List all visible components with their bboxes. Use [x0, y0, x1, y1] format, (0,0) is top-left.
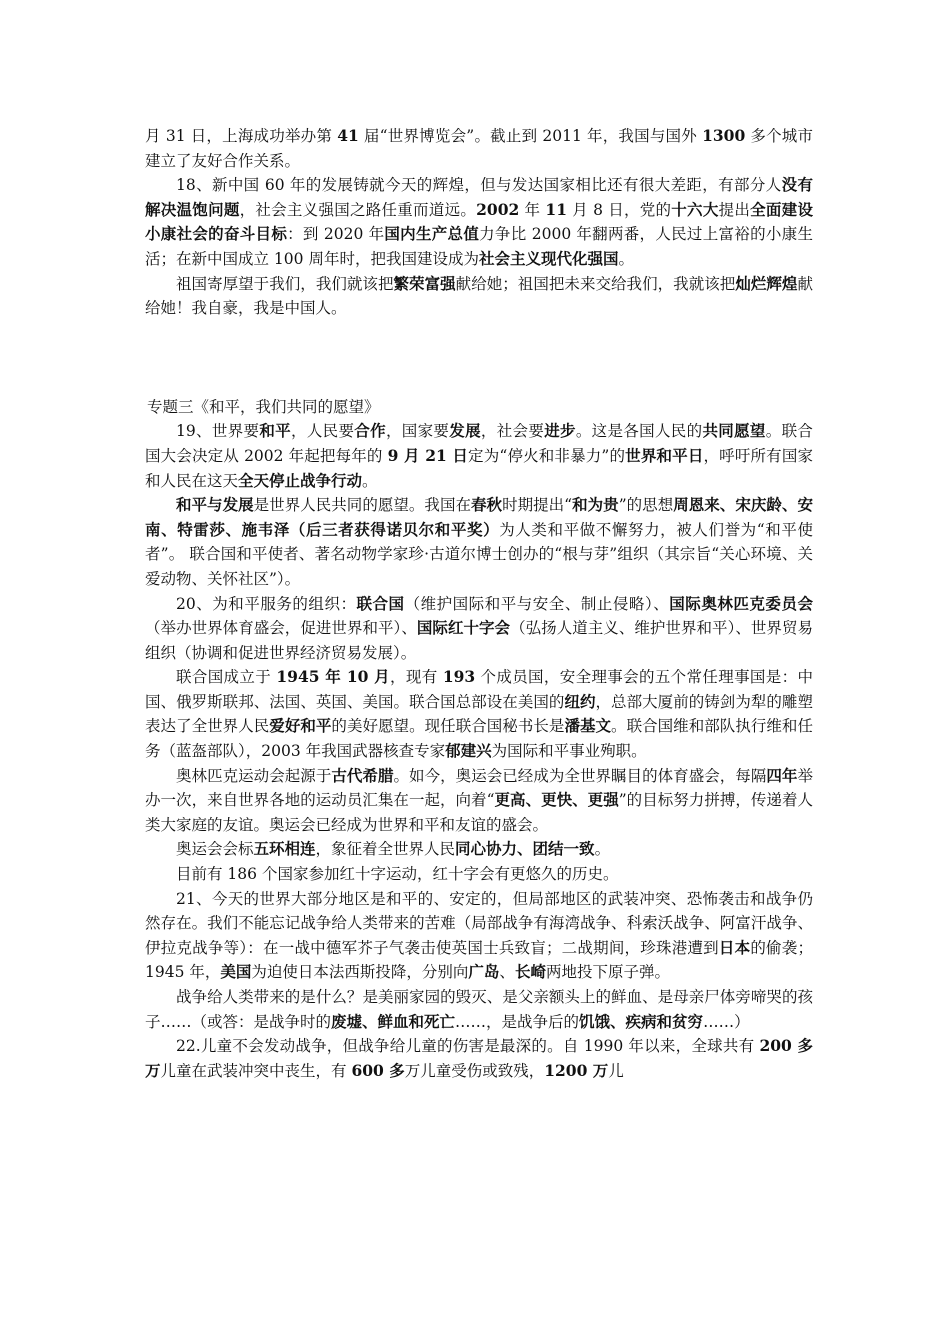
bold-text: 古代希腊 — [331, 765, 394, 785]
text-run: 儿 — [608, 1061, 624, 1080]
text-run: ……，是战争后的 — [455, 1012, 580, 1031]
text-run: ，呼吁所有国家和人民在这天 — [145, 446, 813, 490]
bold-text: 和平 — [259, 421, 291, 441]
bold-text: 200 多万 — [145, 1036, 813, 1080]
bold-text: 2002 — [476, 199, 520, 219]
text-run: ……） — [703, 1012, 750, 1031]
text-run: 定为“停火和非暴力”的 — [468, 446, 626, 465]
paragraph-q8 — [145, 887, 813, 985]
text-run: ，国家要 — [385, 422, 450, 441]
bold-text: 广岛 — [468, 962, 500, 982]
text-run: 目前有 186 个国家参加红十字运动，红十字会有更悠久的历史。 — [176, 865, 619, 884]
paragraph-p2 — [145, 173, 813, 271]
text-run: （维护国际和平与安全、制止侵略）、 — [404, 594, 670, 613]
bold-text: 联合国 — [356, 593, 405, 613]
text-run: 献给她；祖国把未来交给我们，我就该把 — [455, 274, 736, 293]
text-run: 奥林匹克运动会起源于 — [176, 766, 332, 785]
bold-text: 同心协力、团结一致 — [455, 839, 595, 859]
bold-text: 十六大 — [671, 199, 719, 219]
bold-text: 和平与发展 — [176, 495, 254, 515]
bold-text: 合作 — [354, 421, 386, 441]
text-run: 献给她！我自豪，我是中国人。 — [145, 274, 813, 318]
text-run: ，总部大厦前的铸剑为犁的雕塑表达了全世界人民 — [145, 692, 813, 736]
text-run: 提出 — [718, 200, 751, 219]
bold-text: 郁建兴 — [445, 741, 492, 761]
text-run: 祖国寄厚望于我们，我们就该把 — [176, 274, 394, 293]
bold-text: 繁荣富强 — [393, 273, 456, 293]
text-run: ”的思想 — [618, 496, 674, 515]
text-run: ：到 2020 年 — [287, 225, 385, 244]
bold-text: 和为贵 — [572, 495, 619, 515]
bold-text: 全面建设小康社会的奋斗目标 — [145, 199, 813, 244]
text-run: 为国际和平事业殉职。 — [491, 742, 647, 761]
bold-text: 1300 — [702, 126, 746, 145]
text-run: 时期提出“ — [502, 496, 573, 515]
bold-text: 纽约 — [564, 691, 596, 711]
bold-text: 灿烂辉煌 — [735, 273, 798, 293]
text-run: 联合国成立于 — [176, 668, 277, 687]
text-run: 届“世界博览会”。截止到 2011 年，我国与国外 — [358, 127, 703, 145]
bold-text: 41 — [337, 126, 359, 145]
bold-text: 日本 — [718, 937, 751, 957]
text-run: 两地投下原子弹。 — [545, 963, 670, 982]
paragraph-p3 — [145, 272, 813, 321]
paragraph-q3 — [145, 592, 813, 666]
blank-spacer — [145, 321, 813, 395]
paragraph-q4 — [145, 665, 813, 763]
text-run: 。 — [362, 471, 378, 490]
text-run: 。联合国大会决定从 2002 年起把每年的 — [145, 422, 813, 465]
bold-text: 没有解决温饱问题 — [145, 175, 813, 219]
text-run: 儿童在武装冲突中丧生，有 — [160, 1061, 352, 1080]
bold-text: 全天停止战争行动 — [238, 470, 363, 490]
section-three-body — [145, 419, 813, 1083]
text-run: 为人类和平做不懈努力，被人们誉为“和平使者”。 联合国和平使者、著名动物学家珍·古道尔博士创办的“根与芽”组织（其宗旨“关心环境、关爱动物、关怀社区”）。 — [145, 520, 813, 588]
text-run: 的偷袭；1945 年， — [145, 938, 813, 982]
bold-text: 更高、更快、更强 — [494, 790, 619, 810]
text-run: 的美好愿望。现任联合国秘书长是 — [331, 717, 565, 736]
text-run: 。 — [594, 840, 611, 859]
bold-text: 600 多 — [351, 1060, 405, 1080]
bold-text: 长崎 — [514, 962, 546, 982]
bold-text: 1200 万 — [544, 1060, 609, 1080]
bold-text: 五环相连 — [253, 839, 316, 859]
bold-text: 1945 年 10 月 — [276, 667, 391, 687]
paragraph-q9 — [145, 985, 813, 1034]
text-run: ，现有 — [390, 668, 443, 687]
text-run: ，人民要 — [291, 422, 355, 441]
text-run: 18、新中国 60 年的发展铸就今天的辉煌，但与发达国家相比还有很大差距，有部分人 — [176, 176, 782, 195]
bold-text: 社会主义现代化强国 — [478, 248, 619, 268]
section-one-body — [145, 124, 813, 321]
text-run: ，象征着全世界人民 — [315, 840, 456, 859]
text-run: 22.儿童不会发动战争，但战争给儿童的伤害是最深的。自 1990 年以来，全球共有 — [176, 1037, 760, 1056]
text-run: 战争给人类带来的是什么？是美丽家园的毁灭、是父亲额头上的鲜血、是母亲尸体旁啼哭的孩子……（或答：是战争时的 — [145, 988, 813, 1031]
text-run: 21、今天的世界大部分地区是和平的、安定的，但局部地区的武装冲突、恐怖袭击和战争仍然存在。我们不能忘记战争给人类带来的苦难（局部战争有海湾战争、科索沃战争、阿富汗战争、伊拉克战争等）：在一战中德军芥子气袭击使英国士兵致盲；二战期间，珍珠港遭到 — [145, 889, 813, 957]
text-run: 奥运会会标 — [176, 840, 254, 859]
bold-text: 四年 — [766, 765, 798, 785]
text-run: （举办世界体育盛会，促进世界和平）、 — [145, 619, 417, 638]
paragraph-q1 — [145, 419, 813, 493]
bold-text: 193 — [442, 667, 476, 687]
text-run: 。联合国维和部队执行维和任务（蓝盔部队），2003 年我国武器核查专家 — [145, 717, 813, 761]
text-run: 、 — [499, 963, 515, 982]
text-run: ，社会要 — [480, 422, 545, 441]
text-run: 年 — [519, 200, 546, 219]
text-run: 20、为和平服务的组织： — [176, 594, 357, 613]
bold-text: 春秋 — [471, 495, 503, 515]
paragraph-p1 — [145, 124, 813, 173]
text-run: 是世界人民共同的愿望。我国在 — [253, 496, 471, 515]
text-run: 个成员国，安全理事会的五个常任理事国是：中国、俄罗斯联邦、法国、英国、美国。联合国总部设在美国的 — [145, 668, 813, 711]
bold-text: 爱好和平 — [269, 716, 332, 736]
text-run: 万儿童受伤或致残， — [404, 1061, 545, 1080]
text-run: ，社会主义强国之路任重而道远。 — [239, 200, 477, 219]
text-run: 月 31 日，上海成功举办第 — [145, 127, 338, 145]
bold-text: 周恩来、宋庆龄、安南、特雷莎、施韦泽（后三者获得诺贝尔和平奖） — [145, 495, 813, 539]
bold-text: 美国 — [220, 962, 252, 982]
bold-text: 9 月 21 日 — [387, 445, 469, 465]
bold-text: 潘基文 — [564, 716, 612, 736]
bold-text: 国际红十字会 — [416, 618, 511, 638]
text-run: 。 — [618, 249, 634, 268]
paragraph-q10 — [145, 1034, 813, 1083]
bold-text: 废墟、鲜血和死亡 — [331, 1011, 456, 1031]
bold-text: 国内生产总值 — [384, 224, 480, 244]
text-run: 举办一次，来自世界各地的运动员汇集在一起，向着“ — [145, 766, 813, 810]
text-run: 多个城市建立了友好合作关系。 — [145, 127, 813, 170]
text-run: 。这是各国人民的 — [575, 422, 703, 441]
bold-text: 世界和平日 — [625, 445, 704, 465]
paragraph-q2 — [145, 493, 813, 591]
bold-text: 11 — [545, 199, 567, 219]
text-run: 力争比 2000 年翻两番，人民过上富裕的小康生活；在新中国成立 100 周年时，把我国建设成为 — [145, 225, 813, 268]
text-run: （弘扬人道主义、维护世界和平）、世界贸易组织（协调和促进世界经济贸易发展）。 — [145, 619, 813, 662]
text-run: 月 8 日，党的 — [567, 200, 672, 219]
bold-text: 饥饿、疾病和贫穷 — [579, 1011, 704, 1031]
text-run: ”的目标努力拼搏，传递着人类大家庭的友谊。奥运会已经成为世界和平和友谊的盛会。 — [145, 791, 813, 834]
paragraph-q7 — [145, 862, 813, 887]
document-page — [145, 124, 813, 1083]
bold-text: 发展 — [449, 421, 481, 441]
bold-text: 共同愿望 — [702, 421, 766, 441]
text-run: 为迫使日本法西斯投降，分别向 — [251, 963, 469, 982]
section-heading: 专题三《和平，我们共同的愿望》 — [147, 397, 380, 416]
text-run: 19、世界要 — [176, 422, 260, 441]
paragraph-q6 — [145, 837, 813, 862]
text-run: 。如今，奥运会已经成为全世界瞩目的体育盛会，每隔 — [393, 766, 767, 785]
bold-text: 国际奥林匹克委员会 — [669, 593, 813, 613]
bold-text: 进步 — [544, 421, 576, 441]
paragraph-q5 — [145, 764, 813, 838]
